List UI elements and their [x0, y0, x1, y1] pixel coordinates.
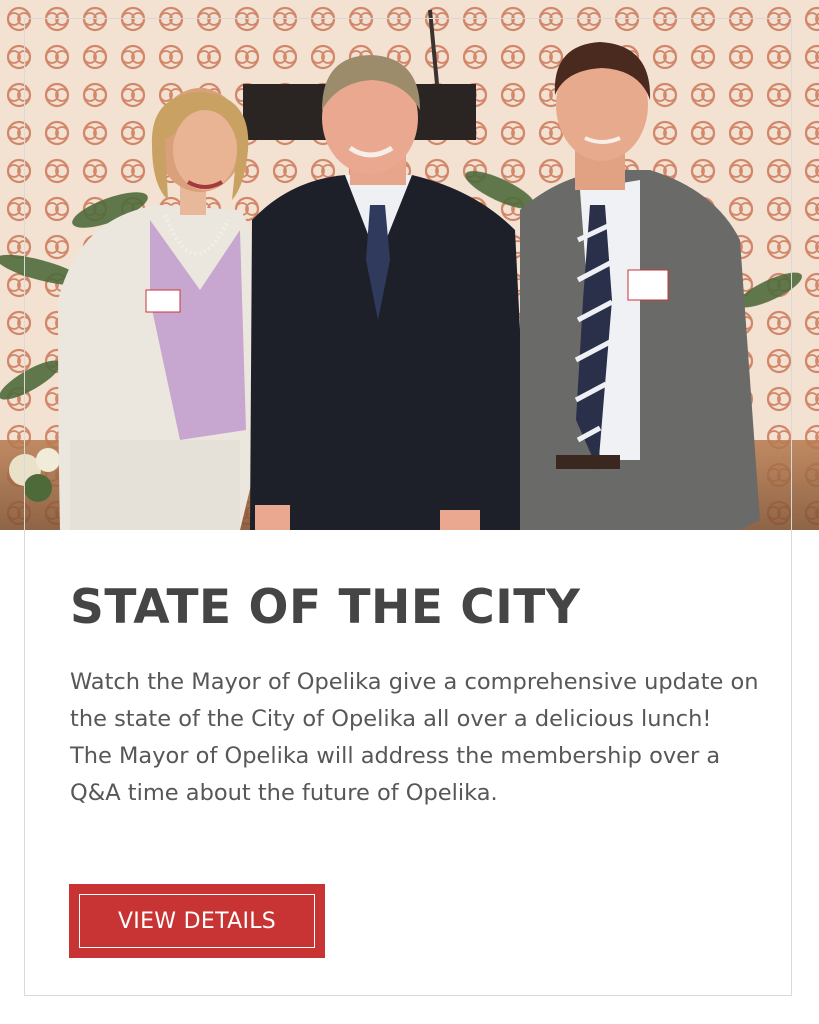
event-description: Watch the Mayor of Opelika give a comprehensive update on the state of the City of Opelika all over a delicious lunch! The Mayor of Opelika will address the membership over a Q&A time about the future of Opelika.	[70, 669, 759, 807]
view-details-button[interactable]	[69, 884, 325, 958]
event-title: STATE OF THE CITY	[70, 580, 581, 635]
event-card-content	[70, 580, 760, 812]
view-details-label: VIEW DETAILS	[79, 894, 315, 948]
